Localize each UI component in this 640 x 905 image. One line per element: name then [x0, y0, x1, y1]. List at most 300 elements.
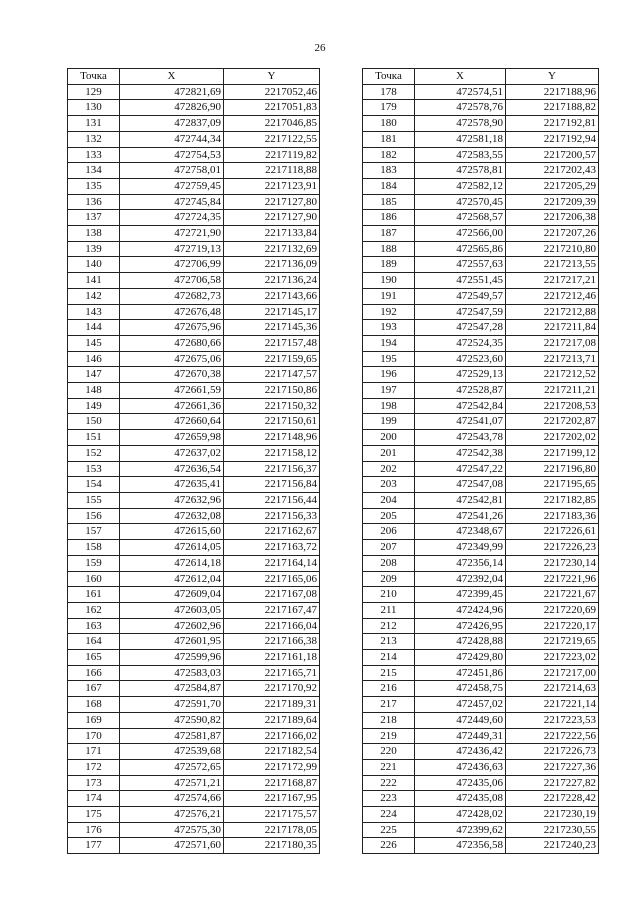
y-coordinate-cell: 2217182,85 — [506, 492, 599, 508]
x-coordinate-cell: 472551,45 — [415, 273, 506, 289]
x-coordinate-cell: 472612,04 — [120, 571, 224, 587]
y-coordinate-cell: 2217219,65 — [506, 634, 599, 650]
header-point: Точка — [68, 69, 120, 85]
x-coordinate-cell: 472565,86 — [415, 241, 506, 257]
y-coordinate-cell: 2217159,65 — [224, 351, 320, 367]
y-coordinate-cell: 2217167,95 — [224, 791, 320, 807]
y-coordinate-cell: 2217206,38 — [506, 210, 599, 226]
table-row — [363, 84, 599, 100]
x-coordinate-cell: 472584,87 — [120, 681, 224, 697]
y-coordinate-cell: 2217230,14 — [506, 555, 599, 571]
point-number-cell: 135 — [68, 178, 120, 194]
point-number-cell: 140 — [68, 257, 120, 273]
y-coordinate-cell: 2217205,29 — [506, 178, 599, 194]
table-row — [68, 838, 320, 854]
y-coordinate-cell: 2217202,87 — [506, 414, 599, 430]
y-coordinate-cell: 2217230,19 — [506, 807, 599, 823]
y-coordinate-cell: 2217132,69 — [224, 241, 320, 257]
point-number-cell: 192 — [363, 304, 415, 320]
table-row — [68, 288, 320, 304]
table-row — [68, 587, 320, 603]
coordinates-body-left — [68, 84, 320, 853]
x-coordinate-cell: 472435,06 — [415, 775, 506, 791]
table-row — [363, 210, 599, 226]
x-coordinate-cell: 472575,30 — [120, 822, 224, 838]
point-number-cell: 202 — [363, 461, 415, 477]
point-number-cell: 210 — [363, 587, 415, 603]
y-coordinate-cell: 2217202,02 — [506, 430, 599, 446]
y-coordinate-cell: 2217136,24 — [224, 273, 320, 289]
x-coordinate-cell: 472578,81 — [415, 163, 506, 179]
table-row — [68, 116, 320, 132]
table-row — [363, 257, 599, 273]
x-coordinate-cell: 472661,59 — [120, 383, 224, 399]
point-number-cell: 175 — [68, 807, 120, 823]
table-row — [363, 131, 599, 147]
coordinates-body-right — [363, 84, 599, 853]
point-number-cell: 183 — [363, 163, 415, 179]
point-number-cell: 220 — [363, 744, 415, 760]
y-coordinate-cell: 2217182,54 — [224, 744, 320, 760]
point-number-cell: 199 — [363, 414, 415, 430]
y-coordinate-cell: 2217147,57 — [224, 367, 320, 383]
x-coordinate-cell: 472542,84 — [415, 398, 506, 414]
table-row — [68, 445, 320, 461]
x-coordinate-cell: 472599,96 — [120, 650, 224, 666]
y-coordinate-cell: 2217207,26 — [506, 226, 599, 242]
y-coordinate-cell: 2217188,82 — [506, 100, 599, 116]
x-coordinate-cell: 472428,02 — [415, 807, 506, 823]
point-number-cell: 159 — [68, 555, 120, 571]
y-coordinate-cell: 2217211,84 — [506, 320, 599, 336]
table-row — [68, 383, 320, 399]
table-header-row — [68, 69, 320, 85]
x-coordinate-cell: 472660,64 — [120, 414, 224, 430]
x-coordinate-cell: 472539,68 — [120, 744, 224, 760]
table-row — [68, 194, 320, 210]
table-row — [363, 775, 599, 791]
table-row — [68, 524, 320, 540]
table-row — [363, 304, 599, 320]
y-coordinate-cell: 2217221,14 — [506, 697, 599, 713]
y-coordinate-cell: 2217161,18 — [224, 650, 320, 666]
point-number-cell: 174 — [68, 791, 120, 807]
y-coordinate-cell: 2217178,05 — [224, 822, 320, 838]
y-coordinate-cell: 2217148,96 — [224, 430, 320, 446]
y-coordinate-cell: 2217123,91 — [224, 178, 320, 194]
y-coordinate-cell: 2217211,21 — [506, 383, 599, 399]
x-coordinate-cell: 472541,07 — [415, 414, 506, 430]
table-row — [68, 618, 320, 634]
header-point: Точка — [363, 69, 415, 85]
point-number-cell: 142 — [68, 288, 120, 304]
point-number-cell: 144 — [68, 320, 120, 336]
y-coordinate-cell: 2217165,06 — [224, 571, 320, 587]
y-coordinate-cell: 2217208,53 — [506, 398, 599, 414]
point-number-cell: 181 — [363, 131, 415, 147]
y-coordinate-cell: 2217222,56 — [506, 728, 599, 744]
table-row — [363, 414, 599, 430]
y-coordinate-cell: 2217212,52 — [506, 367, 599, 383]
point-number-cell: 146 — [68, 351, 120, 367]
x-coordinate-cell: 472449,31 — [415, 728, 506, 744]
y-coordinate-cell: 2217150,86 — [224, 383, 320, 399]
coordinates-table-right — [362, 68, 599, 854]
table-row — [68, 634, 320, 650]
y-coordinate-cell: 2217156,33 — [224, 508, 320, 524]
x-coordinate-cell: 472547,59 — [415, 304, 506, 320]
y-coordinate-cell: 2217227,36 — [506, 759, 599, 775]
x-coordinate-cell: 472549,57 — [415, 288, 506, 304]
table-row — [363, 273, 599, 289]
y-coordinate-cell: 2217226,23 — [506, 540, 599, 556]
x-coordinate-cell: 472581,18 — [415, 131, 506, 147]
point-number-cell: 212 — [363, 618, 415, 634]
y-coordinate-cell: 2217226,73 — [506, 744, 599, 760]
table-row — [363, 697, 599, 713]
x-coordinate-cell: 472661,36 — [120, 398, 224, 414]
point-number-cell: 224 — [363, 807, 415, 823]
point-number-cell: 221 — [363, 759, 415, 775]
x-coordinate-cell: 472758,01 — [120, 163, 224, 179]
table-row — [363, 618, 599, 634]
point-number-cell: 151 — [68, 430, 120, 446]
y-coordinate-cell: 2217212,88 — [506, 304, 599, 320]
y-coordinate-cell: 2217199,12 — [506, 445, 599, 461]
table-row — [363, 587, 599, 603]
x-coordinate-cell: 472435,08 — [415, 791, 506, 807]
y-coordinate-cell: 2217163,72 — [224, 540, 320, 556]
y-coordinate-cell: 2217119,82 — [224, 147, 320, 163]
table-row — [363, 712, 599, 728]
table-row — [363, 163, 599, 179]
y-coordinate-cell: 2217189,31 — [224, 697, 320, 713]
table-row — [363, 461, 599, 477]
y-coordinate-cell: 2217136,09 — [224, 257, 320, 273]
table-row — [68, 367, 320, 383]
x-coordinate-cell: 472632,08 — [120, 508, 224, 524]
x-coordinate-cell: 472348,67 — [415, 524, 506, 540]
point-number-cell: 134 — [68, 163, 120, 179]
point-number-cell: 225 — [363, 822, 415, 838]
table-row — [68, 540, 320, 556]
x-coordinate-cell: 472566,00 — [415, 226, 506, 242]
point-number-cell: 149 — [68, 398, 120, 414]
table-row — [363, 288, 599, 304]
y-coordinate-cell: 2217221,67 — [506, 587, 599, 603]
table-row — [68, 210, 320, 226]
x-coordinate-cell: 472583,55 — [415, 147, 506, 163]
point-number-cell: 207 — [363, 540, 415, 556]
table-row — [363, 759, 599, 775]
y-coordinate-cell: 2217156,37 — [224, 461, 320, 477]
table-row — [68, 681, 320, 697]
table-row — [363, 602, 599, 618]
y-coordinate-cell: 2217156,44 — [224, 492, 320, 508]
y-coordinate-cell: 2217212,46 — [506, 288, 599, 304]
table-row — [68, 822, 320, 838]
y-coordinate-cell: 2217200,57 — [506, 147, 599, 163]
point-number-cell: 141 — [68, 273, 120, 289]
x-coordinate-cell: 472524,35 — [415, 335, 506, 351]
x-coordinate-cell: 472426,95 — [415, 618, 506, 634]
table-row — [68, 602, 320, 618]
x-coordinate-cell: 472614,18 — [120, 555, 224, 571]
header-y: Y — [224, 69, 320, 85]
point-number-cell: 178 — [363, 84, 415, 100]
point-number-cell: 162 — [68, 602, 120, 618]
table-row — [363, 492, 599, 508]
y-coordinate-cell: 2217143,66 — [224, 288, 320, 304]
point-number-cell: 154 — [68, 477, 120, 493]
point-number-cell: 153 — [68, 461, 120, 477]
table-row — [68, 351, 320, 367]
point-number-cell: 195 — [363, 351, 415, 367]
x-coordinate-cell: 472578,90 — [415, 116, 506, 132]
point-number-cell: 177 — [68, 838, 120, 854]
x-coordinate-cell: 472457,02 — [415, 697, 506, 713]
table-row — [363, 477, 599, 493]
point-number-cell: 136 — [68, 194, 120, 210]
header-x: X — [120, 69, 224, 85]
x-coordinate-cell: 472670,38 — [120, 367, 224, 383]
y-coordinate-cell: 2217202,43 — [506, 163, 599, 179]
y-coordinate-cell: 2217150,32 — [224, 398, 320, 414]
table-row — [363, 116, 599, 132]
x-coordinate-cell: 472602,96 — [120, 618, 224, 634]
x-coordinate-cell: 472547,08 — [415, 477, 506, 493]
point-number-cell: 172 — [68, 759, 120, 775]
point-number-cell: 169 — [68, 712, 120, 728]
x-coordinate-cell: 472568,57 — [415, 210, 506, 226]
table-row — [363, 555, 599, 571]
point-number-cell: 131 — [68, 116, 120, 132]
y-coordinate-cell: 2217210,80 — [506, 241, 599, 257]
point-number-cell: 137 — [68, 210, 120, 226]
table-row — [363, 367, 599, 383]
table-row — [68, 697, 320, 713]
y-coordinate-cell: 2217228,42 — [506, 791, 599, 807]
table-row — [68, 178, 320, 194]
table-row — [68, 650, 320, 666]
point-number-cell: 166 — [68, 665, 120, 681]
point-number-cell: 132 — [68, 131, 120, 147]
x-coordinate-cell: 472547,22 — [415, 461, 506, 477]
table-row — [363, 524, 599, 540]
table-row — [363, 508, 599, 524]
point-number-cell: 205 — [363, 508, 415, 524]
x-coordinate-cell: 472571,21 — [120, 775, 224, 791]
y-coordinate-cell: 2217195,65 — [506, 477, 599, 493]
point-number-cell: 171 — [68, 744, 120, 760]
point-number-cell: 218 — [363, 712, 415, 728]
y-coordinate-cell: 2217223,02 — [506, 650, 599, 666]
table-row — [363, 241, 599, 257]
y-coordinate-cell: 2217221,96 — [506, 571, 599, 587]
point-number-cell: 198 — [363, 398, 415, 414]
y-coordinate-cell: 2217168,87 — [224, 775, 320, 791]
y-coordinate-cell: 2217164,14 — [224, 555, 320, 571]
y-coordinate-cell: 2217145,36 — [224, 320, 320, 336]
point-number-cell: 176 — [68, 822, 120, 838]
x-coordinate-cell: 472574,51 — [415, 84, 506, 100]
y-coordinate-cell: 2217213,55 — [506, 257, 599, 273]
x-coordinate-cell: 472614,05 — [120, 540, 224, 556]
x-coordinate-cell: 472706,58 — [120, 273, 224, 289]
header-y: Y — [506, 69, 599, 85]
point-number-cell: 163 — [68, 618, 120, 634]
y-coordinate-cell: 2217192,81 — [506, 116, 599, 132]
y-coordinate-cell: 2217127,80 — [224, 194, 320, 210]
point-number-cell: 148 — [68, 383, 120, 399]
y-coordinate-cell: 2217145,17 — [224, 304, 320, 320]
x-coordinate-cell: 472392,04 — [415, 571, 506, 587]
x-coordinate-cell: 472543,78 — [415, 430, 506, 446]
point-number-cell: 133 — [68, 147, 120, 163]
point-number-cell: 160 — [68, 571, 120, 587]
x-coordinate-cell: 472636,54 — [120, 461, 224, 477]
point-number-cell: 197 — [363, 383, 415, 399]
y-coordinate-cell: 2217167,08 — [224, 587, 320, 603]
x-coordinate-cell: 472529,13 — [415, 367, 506, 383]
point-number-cell: 204 — [363, 492, 415, 508]
x-coordinate-cell: 472424,96 — [415, 602, 506, 618]
x-coordinate-cell: 472356,58 — [415, 838, 506, 854]
x-coordinate-cell: 472632,96 — [120, 492, 224, 508]
x-coordinate-cell: 472675,96 — [120, 320, 224, 336]
point-number-cell: 156 — [68, 508, 120, 524]
x-coordinate-cell: 472429,80 — [415, 650, 506, 666]
y-coordinate-cell: 2217213,71 — [506, 351, 599, 367]
x-coordinate-cell: 472581,87 — [120, 728, 224, 744]
table-row — [363, 100, 599, 116]
table-row — [363, 178, 599, 194]
x-coordinate-cell: 472449,60 — [415, 712, 506, 728]
point-number-cell: 189 — [363, 257, 415, 273]
point-number-cell: 182 — [363, 147, 415, 163]
table-row — [68, 807, 320, 823]
y-coordinate-cell: 2217209,39 — [506, 194, 599, 210]
y-coordinate-cell: 2217118,88 — [224, 163, 320, 179]
y-coordinate-cell: 2217122,55 — [224, 131, 320, 147]
x-coordinate-cell: 472583,03 — [120, 665, 224, 681]
x-coordinate-cell: 472682,73 — [120, 288, 224, 304]
x-coordinate-cell: 472724,35 — [120, 210, 224, 226]
y-coordinate-cell: 2217150,61 — [224, 414, 320, 430]
y-coordinate-cell: 2217165,71 — [224, 665, 320, 681]
x-coordinate-cell: 472759,45 — [120, 178, 224, 194]
x-coordinate-cell: 472582,12 — [415, 178, 506, 194]
y-coordinate-cell: 2217214,63 — [506, 681, 599, 697]
table-row — [363, 571, 599, 587]
y-coordinate-cell: 2217188,96 — [506, 84, 599, 100]
table-row — [68, 257, 320, 273]
y-coordinate-cell: 2217166,04 — [224, 618, 320, 634]
x-coordinate-cell: 472754,53 — [120, 147, 224, 163]
table-row — [68, 430, 320, 446]
point-number-cell: 152 — [68, 445, 120, 461]
table-row — [363, 634, 599, 650]
table-header-row — [363, 69, 599, 85]
x-coordinate-cell: 472349,99 — [415, 540, 506, 556]
point-number-cell: 170 — [68, 728, 120, 744]
table-row — [68, 335, 320, 351]
point-number-cell: 165 — [68, 650, 120, 666]
x-coordinate-cell: 472837,09 — [120, 116, 224, 132]
y-coordinate-cell: 2217166,02 — [224, 728, 320, 744]
y-coordinate-cell: 2217223,53 — [506, 712, 599, 728]
table-row — [68, 728, 320, 744]
y-coordinate-cell: 2217196,80 — [506, 461, 599, 477]
table-row — [68, 759, 320, 775]
y-coordinate-cell: 2217175,57 — [224, 807, 320, 823]
y-coordinate-cell: 2217226,61 — [506, 524, 599, 540]
table-row — [68, 555, 320, 571]
point-number-cell: 201 — [363, 445, 415, 461]
x-coordinate-cell: 472826,90 — [120, 100, 224, 116]
point-number-cell: 130 — [68, 100, 120, 116]
x-coordinate-cell: 472436,63 — [415, 759, 506, 775]
x-coordinate-cell: 472744,34 — [120, 131, 224, 147]
y-coordinate-cell: 2217172,99 — [224, 759, 320, 775]
y-coordinate-cell: 2217180,35 — [224, 838, 320, 854]
x-coordinate-cell: 472578,76 — [415, 100, 506, 116]
y-coordinate-cell: 2217046,85 — [224, 116, 320, 132]
y-coordinate-cell: 2217157,48 — [224, 335, 320, 351]
point-number-cell: 150 — [68, 414, 120, 430]
table-row — [68, 84, 320, 100]
table-row — [68, 775, 320, 791]
point-number-cell: 222 — [363, 775, 415, 791]
y-coordinate-cell: 2217167,47 — [224, 602, 320, 618]
table-row — [363, 681, 599, 697]
point-number-cell: 196 — [363, 367, 415, 383]
table-row — [363, 194, 599, 210]
point-number-cell: 200 — [363, 430, 415, 446]
y-coordinate-cell: 2217051,83 — [224, 100, 320, 116]
table-row — [363, 351, 599, 367]
table-row — [68, 414, 320, 430]
y-coordinate-cell: 2217227,82 — [506, 775, 599, 791]
table-row — [363, 226, 599, 242]
table-row — [363, 383, 599, 399]
point-number-cell: 145 — [68, 335, 120, 351]
y-coordinate-cell: 2217240,23 — [506, 838, 599, 854]
x-coordinate-cell: 472523,60 — [415, 351, 506, 367]
point-number-cell: 173 — [68, 775, 120, 791]
x-coordinate-cell: 472571,60 — [120, 838, 224, 854]
x-coordinate-cell: 472591,70 — [120, 697, 224, 713]
point-number-cell: 161 — [68, 587, 120, 603]
point-number-cell: 211 — [363, 602, 415, 618]
x-coordinate-cell: 472528,87 — [415, 383, 506, 399]
header-x: X — [415, 69, 506, 85]
point-number-cell: 185 — [363, 194, 415, 210]
point-number-cell: 167 — [68, 681, 120, 697]
point-number-cell: 206 — [363, 524, 415, 540]
x-coordinate-cell: 472680,66 — [120, 335, 224, 351]
x-coordinate-cell: 472659,98 — [120, 430, 224, 446]
table-row — [363, 807, 599, 823]
x-coordinate-cell: 472542,81 — [415, 492, 506, 508]
x-coordinate-cell: 472436,42 — [415, 744, 506, 760]
point-number-cell: 143 — [68, 304, 120, 320]
table-row — [363, 445, 599, 461]
table-row — [363, 822, 599, 838]
x-coordinate-cell: 472609,04 — [120, 587, 224, 603]
point-number-cell: 190 — [363, 273, 415, 289]
point-number-cell: 191 — [363, 288, 415, 304]
